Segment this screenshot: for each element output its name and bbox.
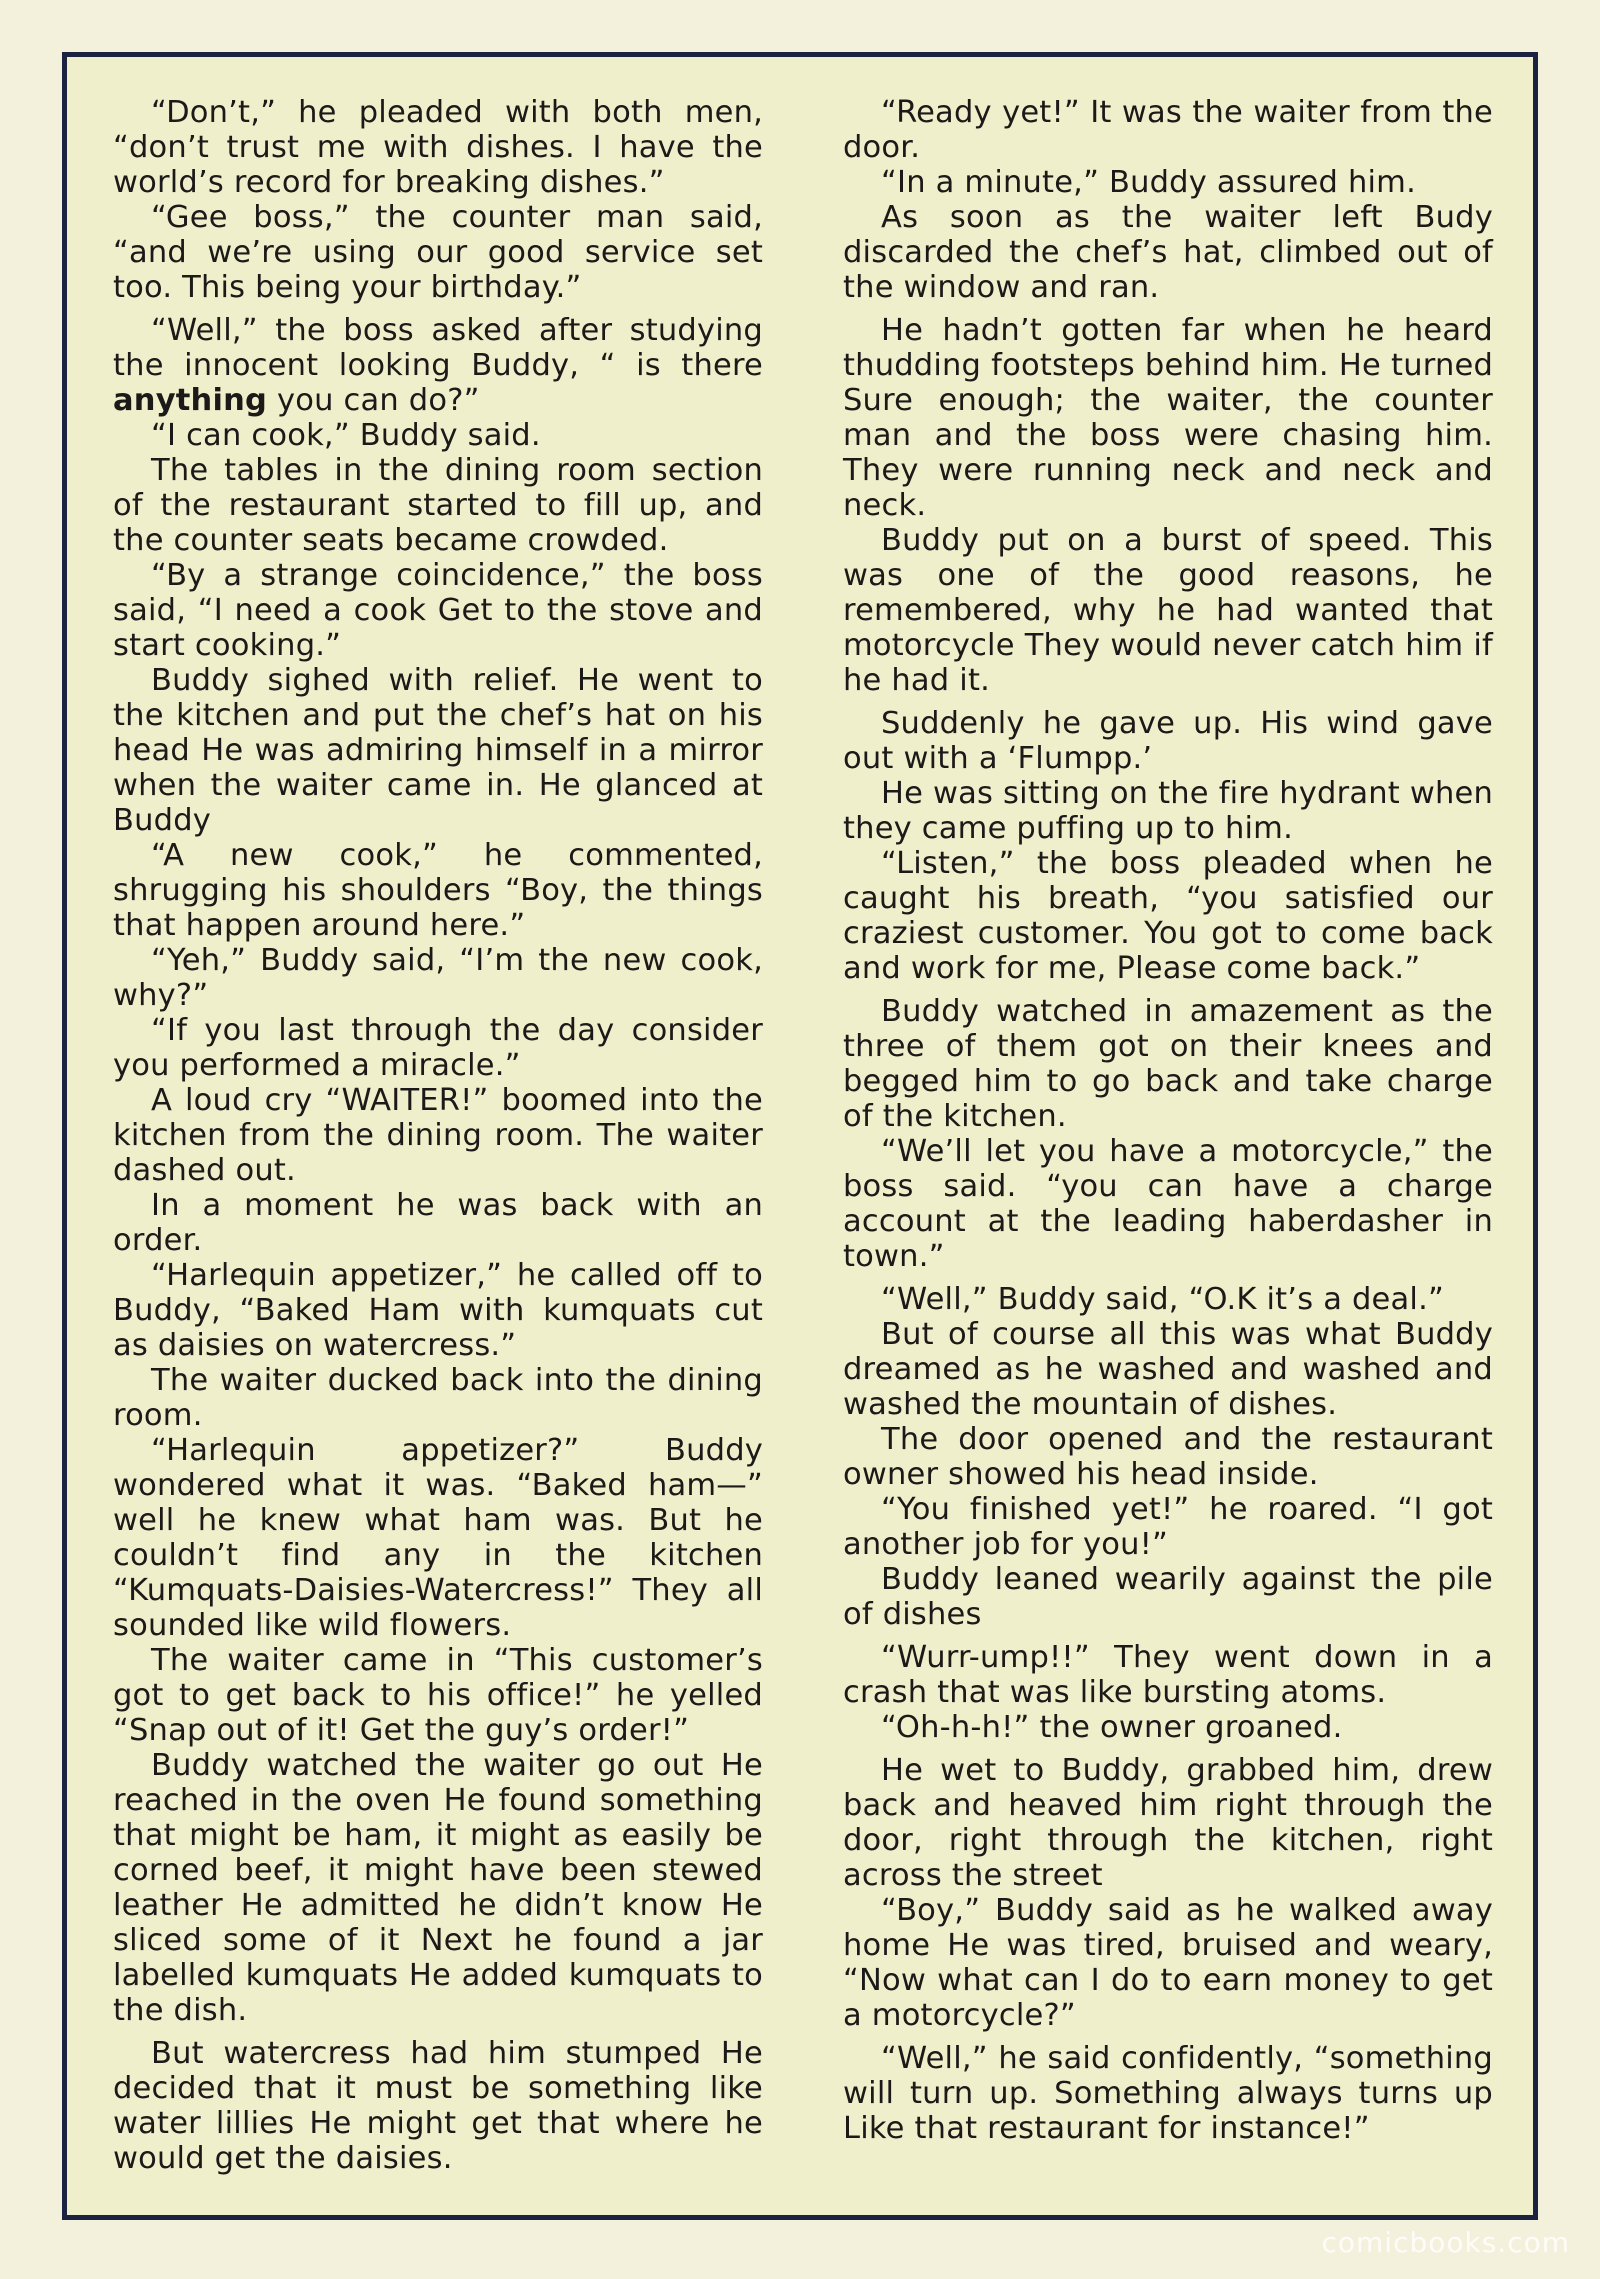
emphasized-word: anything (113, 383, 268, 418)
story-paragraph: “Listen,” the boss pleaded when he caught his breath, “you satisfied our craziest customer. You got to come back and work for me, Please come back.” (843, 846, 1493, 986)
story-paragraph: “Well,” Buddy said, “O.K it’s a deal.” (881, 1282, 1444, 1317)
story-paragraph: “Yeh,” Buddy said, “I’m the new cook, why?” (113, 943, 763, 1013)
right-text-column (843, 95, 1493, 2146)
story-paragraph: Buddy leaned wearily against the pile of dishes (843, 1562, 1493, 1632)
story-paragraph: Buddy put on a burst of speed. This was one of the good reasons, he remembered, why he had wanted that motorcycle They would never catch him if he had it. (843, 523, 1493, 698)
story-paragraph: The waiter ducked back into the dining room. (113, 1363, 763, 1433)
story-paragraph: “Wurr-ump!!” They went down in a crash that was like bursting atoms. (843, 1640, 1493, 1710)
story-paragraph: But watercress had him stumped He decided that it must be something like water lillies He might get that where he would get the daisies. (113, 2036, 763, 2176)
story-text: you can do?” (267, 383, 480, 418)
story-paragraph: As soon as the waiter left Budy discarded the chef’s hat, climbed out of the window and ran. (843, 200, 1493, 305)
story-paragraph: “In a minute,” Buddy assured him. (881, 165, 1416, 200)
story-paragraph: A loud cry “WAITER!” boomed into the kitchen from the dining room. The waiter dashed out. (113, 1083, 763, 1188)
story-paragraph: “By a strange coincidence,” the boss said, “I need a cook Get to the stove and start cooking.” (113, 558, 763, 663)
story-paragraph: He hadn’t gotten far when he heard thudding footsteps behind him. He turned Sure enough; the waiter, the counter man and the boss were chasing him. They were running neck and neck and neck. (843, 313, 1493, 523)
story-paragraph: “You finished yet!” he roared. “I got another job for you!” (843, 1492, 1493, 1562)
story-text: “Well,” the boss asked after studying the innocent looking Buddy, “ is there (113, 313, 763, 383)
story-paragraph: “Ready yet!” It was the waiter from the door. (843, 95, 1493, 165)
story-paragraph: “Boy,” Buddy said as he walked away home He was tired, bruised and weary, “Now what can I do to earn money to get a motorcycle?” (843, 1893, 1493, 2033)
story-paragraph: “I can cook,” Buddy said. (151, 418, 541, 453)
story-page-frame (62, 52, 1538, 2220)
story-paragraph: “Well,” he said confidently, “something will turn up. Something always turns up Like that restaurant for instance!” (843, 2041, 1493, 2146)
story-paragraph: “We’ll let you have a motorcycle,” the boss said. “you can have a charge account at the leading haberdasher in town.” (843, 1134, 1493, 1274)
site-watermark: comicbooks.com (1321, 2226, 1570, 2259)
story-paragraph: Buddy watched the waiter go out He reached in the oven He found something that might be ham, it might as easily be corned beef, it might have been stewed leather He admitted he didn’t know He sliced some of it Next he found a jar labelled kumquats He added kumquats to the dish. (113, 1748, 763, 2028)
story-paragraph: Suddenly he gave up. His wind gave out with a ‘Flumpp.’ (843, 706, 1493, 776)
story-paragraph: Buddy sighed with relief. He went to the kitchen and put the chef’s hat on his head He was admiring himself in a mirror when the waiter came in. He glanced at Buddy (113, 663, 763, 838)
story-paragraph: The waiter came in “This customer’s got to get back to his office!” he yelled “Snap out of it! Get the guy’s order!” (113, 1643, 763, 1748)
story-paragraph: “Gee boss,” the counter man said, “and we’re using our good service set too. This being your birthday.” (113, 200, 763, 305)
story-paragraph: In a moment he was back with an order. (113, 1188, 763, 1258)
story-paragraph (113, 313, 763, 418)
story-paragraph: But of course all this was what Buddy dreamed as he washed and washed and washed the mountain of dishes. (843, 1317, 1493, 1422)
story-paragraph: “Harlequin appetizer,” he called off to Buddy, “Baked Ham with kumquats cut as daisies on watercress.” (113, 1258, 763, 1363)
story-paragraph: The tables in the dining room section of the restaurant started to fill up, and the counter seats became crowded. (113, 453, 763, 558)
story-paragraph: “Oh-h-h!” the owner groaned. (881, 1710, 1343, 1745)
story-paragraph: Buddy watched in amazement as the three of them got on their knees and begged him to go back and take charge of the kitchen. (843, 994, 1493, 1134)
story-paragraph: He was sitting on the fire hydrant when they came puffing up to him. (843, 776, 1493, 846)
story-paragraph: “Harlequin appetizer?” Buddy wondered what it was. “Baked ham—” well he knew what ham was. But he couldn’t find any in the kitchen “Kumquats-Daisies-Watercress!” They all sounded like wild flowers. (113, 1433, 763, 1643)
story-paragraph: “Don’t,” he pleaded with both men, “don’t trust me with dishes. I have the world’s record for breaking dishes.” (113, 95, 763, 200)
story-paragraph: “A new cook,” he commented, shrugging his shoulders “Boy, the things that happen around here.” (113, 838, 763, 943)
story-paragraph: The door opened and the restaurant owner showed his head inside. (843, 1422, 1493, 1492)
story-paragraph: He wet to Buddy, grabbed him, drew back and heaved him right through the door, right through the kitchen, right across the street (843, 1753, 1493, 1893)
left-text-column (113, 95, 763, 2176)
story-paragraph: “If you last through the day consider you performed a miracle.” (113, 1013, 763, 1083)
